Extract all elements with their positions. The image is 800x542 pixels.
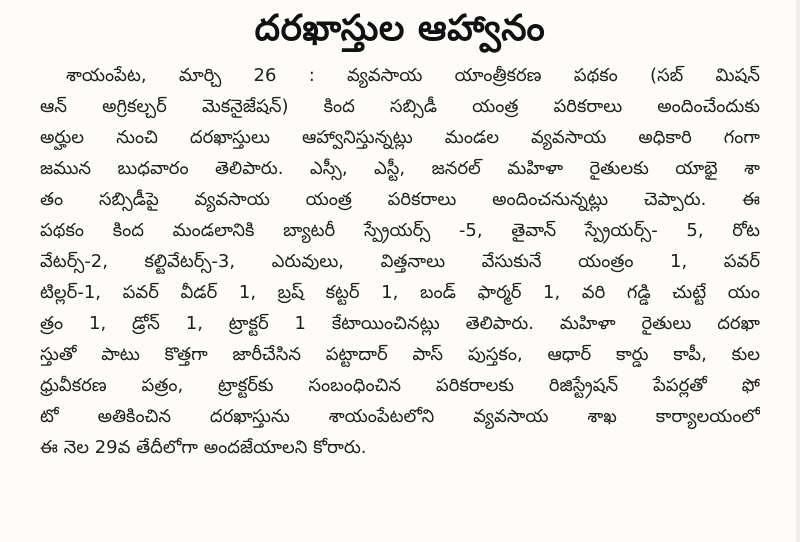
article-line: ఈ నెల 29వ తేదీలోగా అందజేయాలని కోరారు. <box>40 437 367 458</box>
article-line: త్రం 1, డ్రోన్ 1, ట్రాక్టర్ 1 కేటాయించినట్లు తెలిపారు. మహిళా రైతులు దరఖా <box>40 313 760 334</box>
article-line: అర్హుల నుంచి దరఖాస్తులు ఆహ్వానిస్తున్నట్లు మండల వ్యవసాయ అధికారి గంగా <box>40 127 760 148</box>
article-line: తం సబ్సిడీపై వ్యవసాయ యంత్ర పరికరాలు అందించనున్నట్లు చెప్పారు. ఈ <box>40 189 760 210</box>
article-body <box>40 60 760 536</box>
article-line: టిల్లర్-1, పవర్ వీడర్ 1, బ్రష్ కట్టర్ 1, బండ్ ఫార్మర్ 1, వరి గడ్డి చుట్టే యం <box>40 282 760 303</box>
article-line: శాయంపేట, మార్చి 26 : వ్యవసాయ యాంత్రీకరణ పథకం (సబ్ మిషన్ <box>66 65 760 86</box>
page-edge <box>796 0 800 542</box>
headline: దరఖాస్తుల ఆహ్వానం <box>254 8 546 49</box>
article-line: ఆన్ అగ్రికల్చర్ మెకనైజేషన్) కింద సబ్సిడీ యంత్ర పరికరాలు అందించేందుకు <box>40 96 760 117</box>
article-line: పథకం కింద మండలానికి బ్యాటరీ స్ప్రేయర్స్ -5, తైవాన్ స్ప్రేయర్స్- 5, రోట <box>40 220 760 241</box>
article-line: టో అతికించిన దరఖాస్తును శాయంపేటలోని వ్యవసాయ శాఖ కార్యాలయంలో <box>40 406 760 427</box>
article-line: ధ్రువీకరణ పత్రం, ట్రాక్టర్‌కు సంబంధించిన పరికరాలకు రిజిస్ట్రేషన్ పేపర్లతో ఫో <box>40 375 760 396</box>
article-line: జమున బుధవారం తెలిపారు. ఎస్సీ, ఎస్టీ, జనరల్ మహిళా రైతులకు యాభై శా <box>40 158 760 179</box>
article-line: స్తుతో పాటు కొత్తగా జారీచేసిన పట్టాదార్ పాస్ పుస్తకం, ఆధార్ కార్డు కాపీ, కుల <box>40 344 760 365</box>
article-line: వేటర్స్-2, కల్టివేటర్స్-3, ఎరువులు, విత్తనాలు వేసుకునే యంత్రం 1, పవర్ <box>40 251 760 272</box>
